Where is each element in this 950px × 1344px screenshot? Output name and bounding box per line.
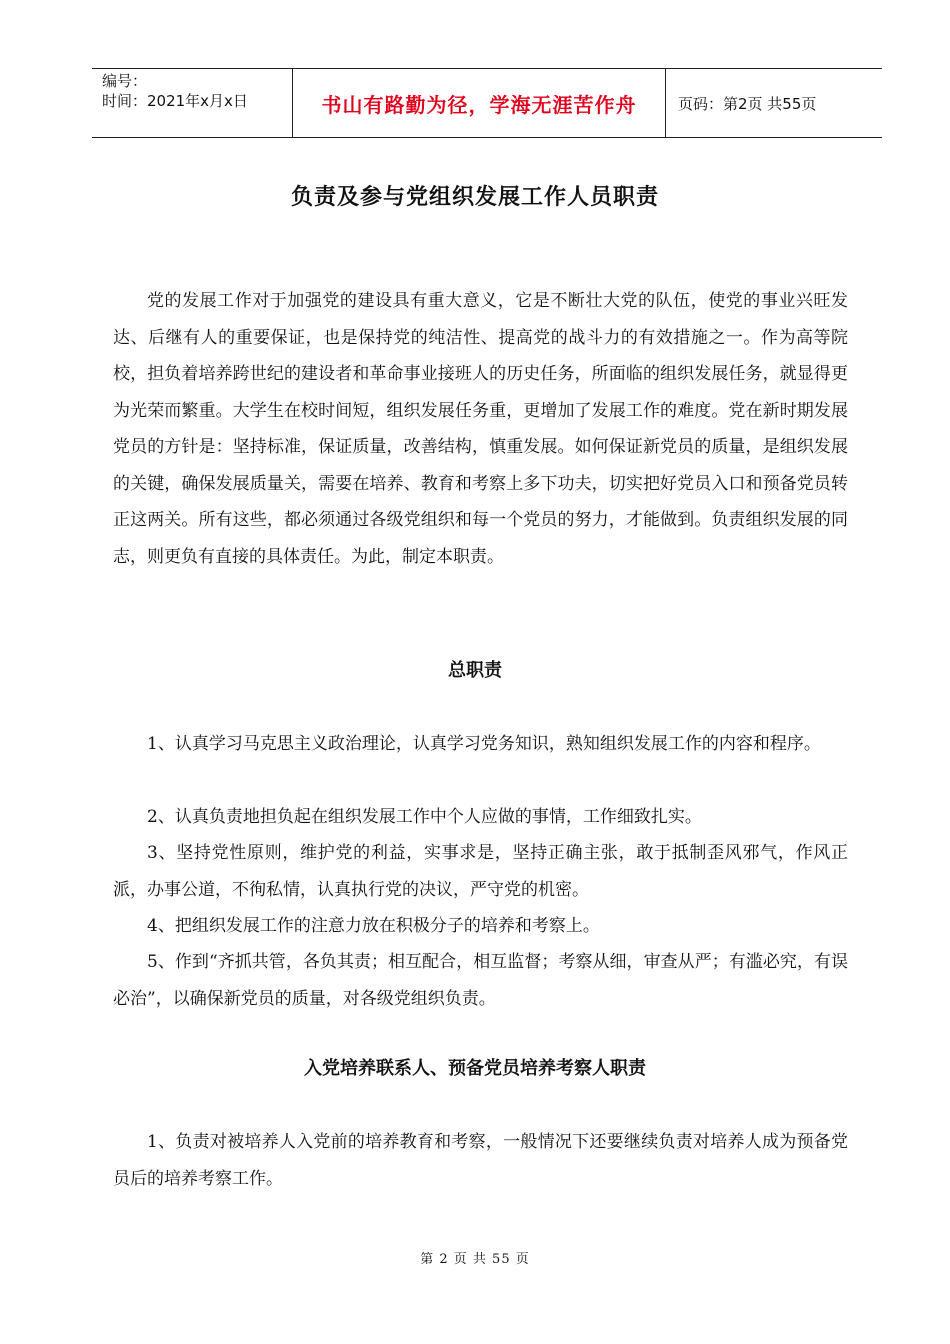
page-footer: 第 2 页 共 55 页 bbox=[420, 1252, 530, 1267]
page-header bbox=[92, 68, 882, 138]
contact-duties-heading: 入党培养联系人、预备党员培养考察人职责 bbox=[304, 1058, 646, 1079]
header-page-info: 页码：第2页 共55页 bbox=[678, 94, 817, 113]
intro-paragraph: 党的发展工作对于加强党的建设具有重大意义，它是不断壮大党的队伍，使党的事业兴旺发达、后继有人的重要保证，也是保持党的纯洁性、提高党的战斗力的有效措施之一。作为高等院校，担负着培养跨世纪的建设者和革命事业接班人的历史任务，所面临的组织发展任务，就显得更为光荣而繁重。大学生在校时间短，组织发展任务重，更增加了发展工作的难度。党在新时期发展党员的方针是：坚持标准，保证质量，改善结构，慎重发展。如何保证新党员的质量，是组织发展的关键，确保发展质量关，需要在培养、教育和考察上多下功夫，切实把好党员入口和预备党员转正这两关。所有这些，都必须通过各级党组织和每一个党员的努力，才能做到。负责组织发展的同志，则更负有直接的具体责任。为此，制定本职责。 bbox=[113, 291, 848, 567]
serial-label: 编号： bbox=[102, 72, 148, 90]
header-meta bbox=[92, 69, 292, 137]
document-title: 负责及参与党组织发展工作人员职责 bbox=[290, 185, 659, 210]
general-duties-heading: 总职责 bbox=[448, 660, 502, 681]
header-motto: 书山有路勤为径，学海无涯苦作舟 bbox=[292, 69, 666, 137]
general-duty-item: 1、认真学习马克思主义政治理论，认真学习党务知识，熟知组织发展工作的内容和程序。 bbox=[147, 734, 821, 754]
time-label: 时间：2021年x月x日 bbox=[102, 92, 248, 110]
general-duty-item: 4、把组织发展工作的注意力放在积极分子的培养和考察上。 bbox=[147, 916, 600, 936]
general-duty-item: 3、坚持党性原则，维护党的利益，实事求是，坚持正确主张，敢于抵制歪风邪气，作风正派，办事公道，不徇私情，认真执行党的决议，严守党的机密。 bbox=[113, 843, 848, 900]
general-duty-item: 2、认真负责地担负起在组织发展工作中个人应做的事情，工作细致扎实。 bbox=[147, 807, 702, 827]
general-duty-item: 5、作到“齐抓共管，各负其责；相互配合，相互监督；考察从细，审查从严；有滥必究，有误必治”，以确保新党员的质量，对各级党组织负责。 bbox=[113, 952, 848, 1009]
contact-duty-item: 1、负责对被培养人入党前的培养教育和考察，一般情况下还要继续负责对培养人成为预备党员后的培养考察工作。 bbox=[113, 1132, 848, 1189]
